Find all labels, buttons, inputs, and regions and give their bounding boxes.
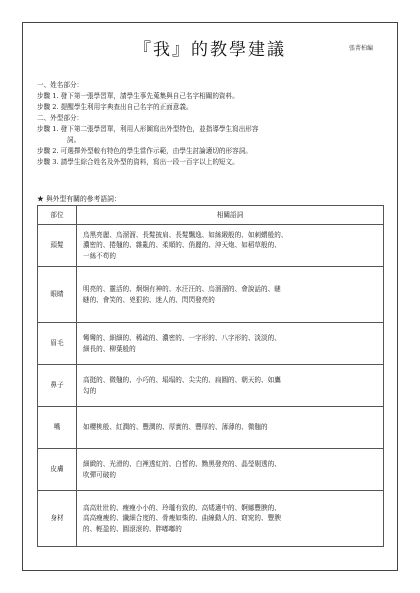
word-line: 細長的、柳葉般的 bbox=[83, 344, 136, 353]
author-credit: 張菁柏編 bbox=[348, 45, 373, 52]
body-part-cell: 嘴 bbox=[38, 407, 77, 449]
teaching-steps bbox=[37, 80, 385, 168]
table-row bbox=[38, 323, 384, 365]
table-row bbox=[38, 267, 384, 323]
body-part-cell: 皮膚 bbox=[38, 449, 77, 491]
word-line: 吹彈可破的 bbox=[83, 470, 116, 479]
section-heading-name: 一、姓名部分： bbox=[37, 81, 84, 89]
word-line: 高挺的、微翹的、小巧的、塌塌的、尖尖的、扁圓的、朝天的、如鷹 bbox=[83, 376, 281, 384]
word-line: 勾的 bbox=[83, 386, 97, 395]
word-line: 明亮的、靈活的、炯炯有神的、水汪汪的、烏溜溜的、會說話的、瞇 bbox=[83, 285, 281, 293]
word-line: 高高瘦瘦的、纖細合度的、骨瘦如柴的、曲線動人的、窈窕的、豐腴 bbox=[83, 514, 281, 523]
step-text: 步驟 2. 提醒學生利用字典查出自己名字的正面意義。 bbox=[37, 103, 193, 111]
worksheet-page bbox=[22, 22, 398, 571]
step-text: 步驟 1. 發下第一張學習單，請學生事先蒐集與自己名字相關的資料。 bbox=[37, 92, 239, 100]
word-line: 如櫻桃般、紅潤的、豐潤的、厚實的、豐厚的、薄薄的、微翹的 bbox=[83, 423, 268, 432]
table-header-row bbox=[38, 206, 384, 225]
related-words-cell bbox=[77, 323, 384, 365]
word-line: 一絲不苟的 bbox=[83, 251, 116, 260]
step-text: 步驟 2. 可選擇外型較有特色的學生當作示範，由學生討論適切的形容詞。 bbox=[37, 147, 252, 155]
column-header-part: 部位 bbox=[38, 206, 77, 225]
related-words-cell bbox=[77, 407, 384, 449]
body-part-cell: 眼睛 bbox=[38, 267, 77, 323]
table-row bbox=[38, 365, 384, 407]
body-part-cell: 身材 bbox=[38, 491, 77, 547]
page-title: 『我』的教學建議 bbox=[134, 40, 286, 60]
vocabulary-table bbox=[37, 205, 384, 547]
body-part-cell: 頭髮 bbox=[38, 225, 77, 267]
word-line: 細緻的、光滑的、白裡透紅的、白皙的、黝黑發亮的、晶瑩剔透的、 bbox=[83, 460, 281, 468]
body-part-cell: 眉毛 bbox=[38, 323, 77, 365]
reference-heading: ★ 與外型有關的參考語詞： bbox=[37, 195, 121, 203]
step-text-continued: 詞。 bbox=[67, 136, 81, 144]
table-row bbox=[38, 407, 384, 449]
table-row bbox=[38, 491, 384, 547]
related-words-cell bbox=[77, 449, 384, 491]
related-words-cell bbox=[77, 365, 384, 407]
word-line: 的、輕盈的、圓滾滾的、胖嘟嘟的 bbox=[83, 524, 182, 533]
related-words-cell bbox=[77, 267, 384, 323]
word-line: 高高壯壯的、瘦瘦小小的、玲瓏有致的、高矮適中的、婀娜豐腴的、 bbox=[83, 503, 281, 512]
column-header-words: 相關語詞 bbox=[77, 206, 384, 225]
section-heading-appearance: 二、外型部分： bbox=[37, 114, 84, 122]
word-line: 烏黑亮麗、烏溜溜、長髮披肩、長髮飄逸、如絲緞般的、如刺蝟般的、 bbox=[83, 230, 288, 239]
word-line: 彎彎的、細細的、稀疏的、濃密的、一字形的、八字形的、淡淡的、 bbox=[83, 334, 281, 342]
table-row bbox=[38, 225, 384, 267]
table-body bbox=[38, 225, 384, 547]
body-part-cell: 鼻子 bbox=[38, 365, 77, 407]
step-text: 步驟 3. 請學生綜合姓名及外型的資料，寫出一段一百字以上的短文。 bbox=[37, 158, 239, 166]
related-words-cell bbox=[77, 491, 384, 547]
step-text: 步驟 1. 發下第二張學習單，利用人形圖寫出外型特色，並指導學生寫出形容 bbox=[37, 125, 259, 133]
word-line: 瞇的、會笑的、兇狠的、迷人的、閃閃發亮的 bbox=[83, 295, 215, 304]
related-words-cell bbox=[77, 225, 384, 267]
word-line: 濃密的、捲翹的、雜亂的、柔順的、俏麗的、沖天炮、如稻草般的、 bbox=[83, 241, 281, 250]
table-row bbox=[38, 449, 384, 491]
